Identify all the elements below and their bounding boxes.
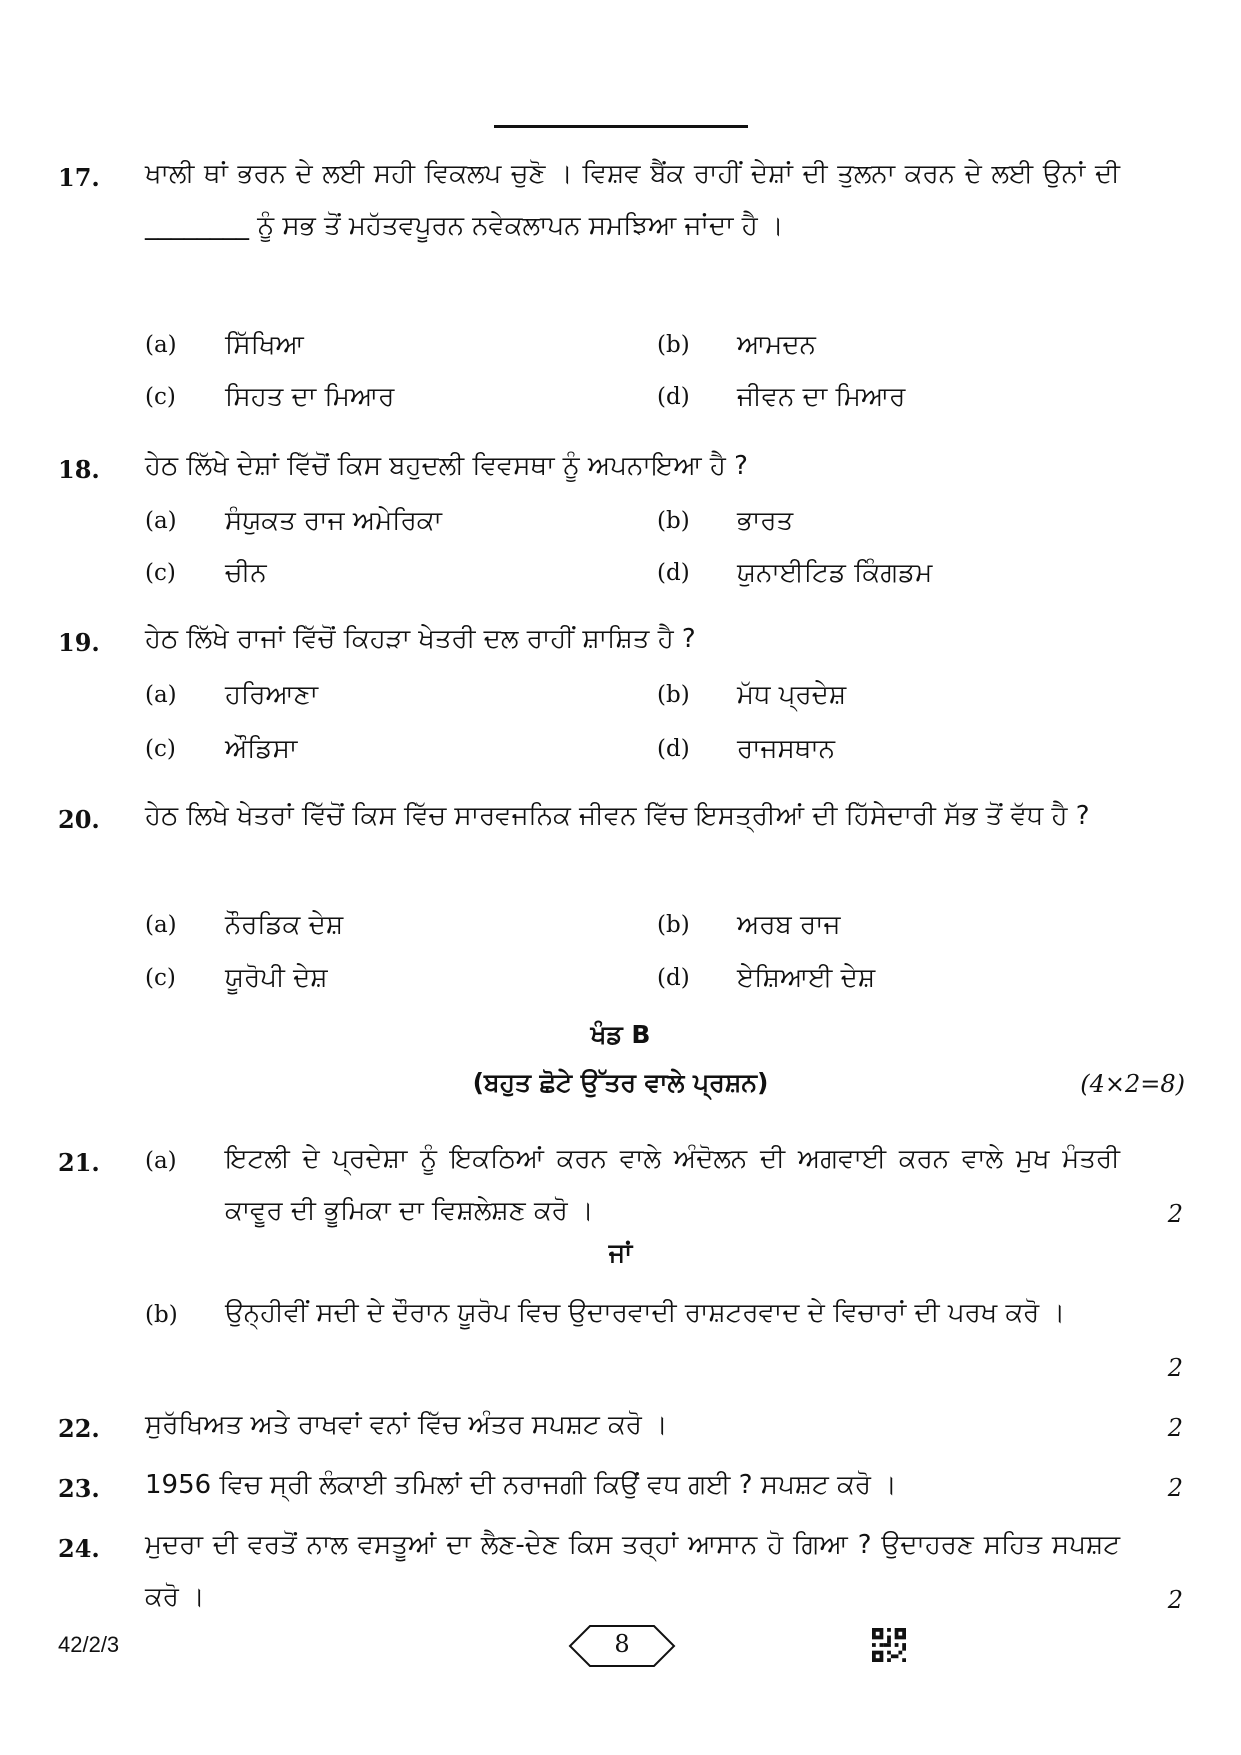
question-text: ਖਾਲੀ ਥਾਂ ਭਰਨ ਦੇ ਲਈ ਸਹੀ ਵਿਕਲਪ ਚੁਣੋ । ਵਿਸ਼ਵ ਬੈਂਕ ਰਾਹੀਂ ਦੇਸ਼ਾਂ ਦੀ ਤੁਲਨਾ ਕਰਨ ਦੇ ਲਈ ਉਨਾਂ ਦੀ ________ ਨੂੰ ਸਭ ਤੋਂ ਮਹੱਤਵਪੂਰਨ ਨਵੇਕਲਾਪਨ ਸਮਝਿਆ ਜਾਂਦਾ ਹੈ ।: [145, 159, 1120, 241]
paper-code: 42/2/3: [58, 1632, 120, 1657]
option-label: (a): [145, 682, 177, 708]
option-text: ਏਸ਼ਿਆਈ ਦੇਸ਼: [737, 963, 876, 993]
option-text: ਮੱਧ ਪ੍ਰਦੇਸ਼: [737, 680, 847, 710]
question-number: 24.: [58, 1534, 100, 1563]
question-number: 18.: [58, 455, 100, 484]
option-label: (b): [657, 912, 690, 938]
subquestion-label: (b): [145, 1302, 178, 1328]
option-text: ਅਰਬ ਰਾਜ: [737, 910, 841, 940]
marks: 2: [1167, 1586, 1183, 1614]
option-label: (c): [145, 965, 176, 991]
option-label: (a): [145, 332, 177, 358]
option-label: (d): [657, 965, 690, 991]
question-text: ਮੁਦਰਾ ਦੀ ਵਰਤੋਂ ਨਾਲ ਵਸਤੂਆਂ ਦਾ ਲੈਣ-ਦੇਣ ਕਿਸ ਤਰ੍ਹਾਂ ਆਸਾਨ ਹੋ ਗਿਆ ? ਉਦਾਹਰਣ ਸਹਿਤ ਸਪਸ਼ਟ ਕਰੋ ।: [145, 1530, 1120, 1612]
option-label: (c): [145, 560, 176, 586]
option-label: (d): [657, 560, 690, 586]
or-separator: ਜਾਂ: [608, 1238, 633, 1267]
question-text: ਸੁਰੱਖਿਅਤ ਅਤੇ ਰਾਖਵਾਂ ਵਨਾਂ ਵਿੱਚ ਅੰਤਰ ਸਪਸ਼ਟ ਕਰੋ ।: [145, 1410, 668, 1440]
option-label: (c): [145, 384, 176, 410]
marks: 2: [1167, 1474, 1183, 1502]
question-number: 19.: [58, 628, 100, 657]
option-text: ਆਮਦਨ: [737, 330, 816, 360]
option-text: ਸਿਹਤ ਦਾ ਮਿਆਰ: [225, 382, 395, 412]
question-number: 23.: [58, 1474, 100, 1503]
marks: 2: [1167, 1200, 1183, 1228]
marks: 2: [1167, 1354, 1183, 1382]
question-number: 21.: [58, 1148, 100, 1177]
option-text: ਯੂਰੋਪੀ ਦੇਸ਼: [225, 963, 328, 993]
option-text: ਔਡਿਸਾ: [225, 734, 298, 764]
question-number: 17.: [58, 163, 100, 192]
option-text: ਰਾਜਸਥਾਨ: [737, 734, 836, 764]
option-label: (d): [657, 736, 690, 762]
subquestion-label: (a): [145, 1148, 177, 1174]
top-divider: [494, 125, 748, 128]
option-text: ਭਾਰਤ: [737, 506, 794, 536]
subquestion-text: ਉਨ੍ਹੀਵੀਂ ਸਦੀ ਦੇ ਦੌਰਾਨ ਯੂਰੋਪ ਵਿਚ ਉਦਾਰਵਾਦੀ ਰਾਸ਼ਟਰਵਾਦ ਦੇ ਵਿਚਾਰਾਂ ਦੀ ਪਰਖ ਕਰੋ ।: [225, 1298, 1066, 1328]
option-label: (d): [657, 384, 690, 410]
option-label: (c): [145, 736, 176, 762]
option-text: ਹਰਿਆਣਾ: [225, 680, 319, 710]
section-marks: (4×2=8): [1080, 1070, 1185, 1098]
question-text: ਹੇਠ ਲਿੱਖੇ ਰਾਜਾਂ ਵਿੱਚੋਂ ਕਿਹੜਾ ਖੇਤਰੀ ਦਲ ਰਾਹੀਂ ਸ਼ਾਸ਼ਿਤ ਹੈ ?: [145, 624, 696, 654]
qr-code-icon: [872, 1628, 906, 1662]
question-number: 22.: [58, 1414, 100, 1443]
page-number: 8: [614, 1630, 630, 1658]
option-text: ਨੌਰਡਿਕ ਦੇਸ਼: [225, 910, 344, 940]
option-label: (b): [657, 332, 690, 358]
question-number: 20.: [58, 805, 100, 834]
section-title: ਖੰਡ B: [590, 1020, 651, 1049]
subquestion-text: ਇਟਲੀ ਦੇ ਪ੍ਰਦੇਸ਼ਾ ਨੂੰ ਇਕਠਿਆਂ ਕਰਨ ਵਾਲੇ ਅੰਦੋਲਨ ਦੀ ਅਗਵਾਈ ਕਰਨ ਵਾਲੇ ਮੁਖ ਮੰਤਰੀ ਕਾਵੂਰ ਦੀ ਭੂਮਿਕਾ ਦਾ ਵਿਸ਼ਲੇਸ਼ਣ ਕਰੋ ।: [225, 1144, 1120, 1226]
marks: 2: [1167, 1414, 1183, 1442]
option-label: (a): [145, 912, 177, 938]
option-text: ਜੀਵਨ ਦਾ ਮਿਆਰ: [737, 382, 906, 412]
option-label: (b): [657, 682, 690, 708]
option-text: ਯੁਨਾਈਟਿਡ ਕਿੰਗਡਮ: [737, 558, 933, 588]
section-subtitle: (ਬਹੁਤ ਛੋਟੇ ਉੱਤਰ ਵਾਲੇ ਪ੍ਰਸ਼ਨ): [472, 1068, 769, 1097]
question-text: ਹੇਠ ਲਿੱਖੇ ਦੇਸ਼ਾਂ ਵਿੱਚੋਂ ਕਿਸ ਬਹੁਦਲੀ ਵਿਵਸਥਾ ਨੂੰ ਅਪਨਾਇਆ ਹੈ ?: [145, 451, 748, 481]
option-text: ਸੰਯੁਕਤ ਰਾਜ ਅਮੇਰਿਕਾ: [225, 506, 442, 536]
question-text: 1956 ਵਿਚ ਸ੍ਰੀ ਲੰਕਾਈ ਤਮਿਲਾਂ ਦੀ ਨਰਾਜਗੀ ਕਿਉਂ ਵਧ ਗਈ ? ਸਪਸ਼ਟ ਕਰੋ ।: [145, 1470, 897, 1500]
question-text: ਹੇਠ ਲਿਖੇ ਖੇਤਰਾਂ ਵਿੱਚੋਂ ਕਿਸ ਵਿੱਚ ਸਾਰਵਜਨਿਕ ਜੀਵਨ ਵਿੱਚ ਇਸਤ੍ਰੀਆਂ ਦੀ ਹਿੱਸੇਦਾਰੀ ਸੱਭ ਤੋਂ ਵੱਧ ਹੈ ?: [145, 801, 1090, 831]
option-label: (a): [145, 508, 177, 534]
option-label: (b): [657, 508, 690, 534]
option-text: ਸਿੱਖਿਆ: [225, 330, 304, 360]
option-text: ਚੀਨ: [225, 558, 267, 588]
